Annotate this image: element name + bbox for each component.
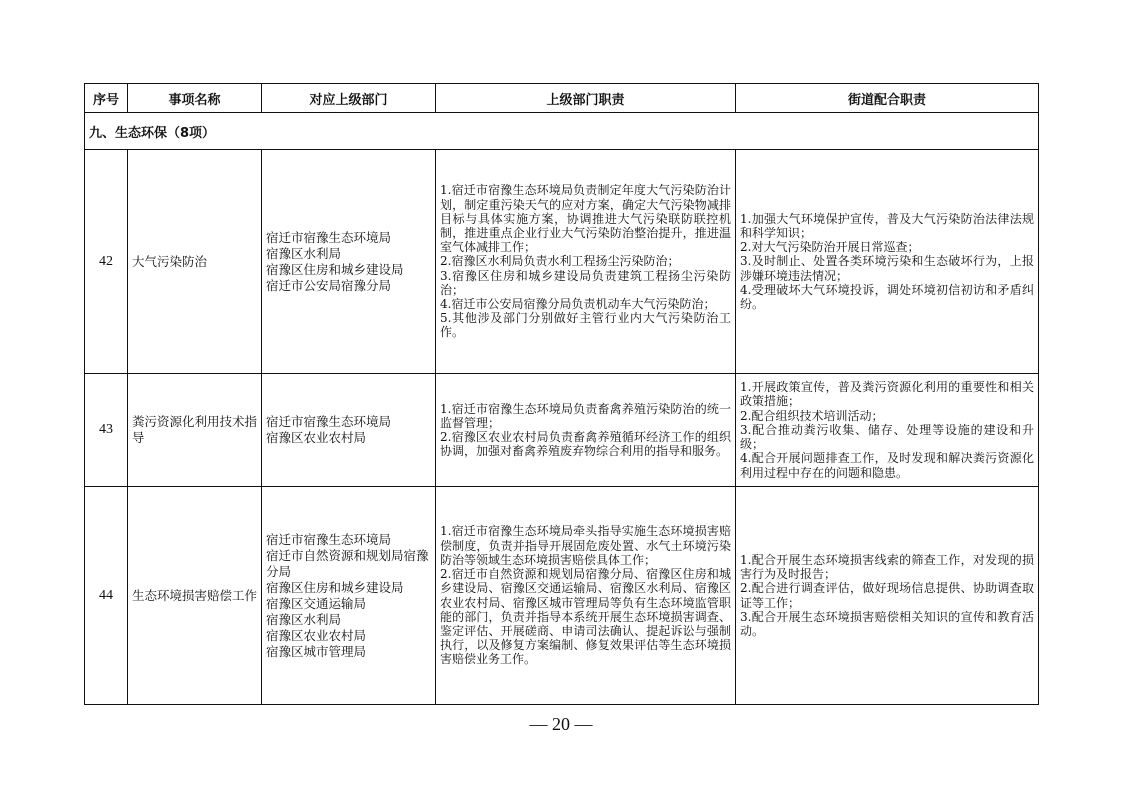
section-title: 九、生态环保（8项） xyxy=(85,113,1039,150)
responsibility-table xyxy=(84,83,1039,705)
dept-list: 宿迁市宿豫生态环境局 宿迁市自然资源和规划局宿豫分局 宿豫区住房和城乡建设局 宿豫区交通运输局 宿豫区水利局 宿豫区农业农村局 宿豫区城市管理局 xyxy=(262,487,436,705)
assist-list: 1.配合开展生态环境损害线索的筛查工作，对发现的损害行为及时报告； 2.配合进行调查评估，做好现场信息提供、协助调查取证等工作； 3.配合开展生态环境损害赔偿相关知识的宣传和教育活动。 xyxy=(736,487,1039,705)
header-duty: 上级部门职责 xyxy=(436,84,736,113)
table-row xyxy=(85,150,1039,374)
header-item-name: 事项名称 xyxy=(128,84,262,113)
assist-list: 1.开展政策宣传，普及粪污资源化利用的重要性和相关政策措施； 2.配合组织技术培训活动； 3.配合推动粪污收集、储存、处理等设施的建设和升级； 4.配合开展问题排查工作，及时发现和解决粪污资源化利用过程中存在的问题和隐患。 xyxy=(736,374,1039,487)
header-row xyxy=(85,84,1039,113)
header-no: 序号 xyxy=(85,84,128,113)
row-number: 42 xyxy=(85,150,128,374)
header-assist: 街道配合职责 xyxy=(736,84,1039,113)
dept-list: 宿迁市宿豫生态环境局 宿豫区水利局 宿豫区住房和城乡建设局 宿迁市公安局宿豫分局 xyxy=(262,150,436,374)
duty-list: 1.宿迁市宿豫生态环境局负责制定年度大气污染防治计划，制定重污染天气的应对方案，确定大气污染物减排目标与具体实施方案，协调推进大气污染联防联控机制，推进重点企业行业大气污染防治整治提升，推进温室气体减排工作； 2.宿豫区水利局负责水利工程扬尘污染防治； 3.宿豫区住房和城乡建设局负责建筑工程扬尘污染防治； 4.宿迁市公安局宿豫分局负责机动车大气污染防治； 5.其他涉及部门分别做好主管行业内大气污染防治工作。 xyxy=(436,150,736,374)
row-number: 43 xyxy=(85,374,128,487)
section-row xyxy=(85,113,1039,150)
table-row xyxy=(85,374,1039,487)
item-name: 大气污染防治 xyxy=(128,150,262,374)
duty-list: 1.宿迁市宿豫生态环境局牵头指导实施生态环境损害赔偿制度，负责并指导开展固危废处置、水气土环境污染防治等领域生态环境损害赔偿具体工作； 2.宿迁市自然资源和规划局宿豫分局、宿豫区住房和城乡建设局、宿豫区交通运输局、宿豫区水利局、宿豫区农业农村局、宿豫区城市管理局等负有生态环境监管职能的部门，负责并指导本系统开展生态环境损害调查、鉴定评估、开展磋商、申请司法确认、提起诉讼与强制执行，以及修复方案编制、修复效果评估等生态环境损害赔偿业务工作。 xyxy=(436,487,736,705)
table-row xyxy=(85,487,1039,705)
page-number: — 20 — xyxy=(529,714,593,734)
duty-list: 1.宿迁市宿豫生态环境局负责畜禽养殖污染防治的统一监督管理； 2.宿豫区农业农村局负责畜禽养殖循环经济工作的组织协调，加强对畜禽养殖废弃物综合利用的指导和服务。 xyxy=(436,374,736,487)
header-dept: 对应上级部门 xyxy=(262,84,436,113)
item-name: 粪污资源化利用技术指导 xyxy=(128,374,262,487)
assist-list: 1.加强大气环境保护宣传，普及大气污染防治法律法规和科学知识； 2.对大气污染防治开展日常巡查； 3.及时制止、处置各类环境污染和生态破坏行为，上报涉嫌环境违法情况； 4.受理破坏大气环境投诉，调处环境初信初访和矛盾纠纷。 xyxy=(736,150,1039,374)
item-name: 生态环境损害赔偿工作 xyxy=(128,487,262,705)
row-number: 44 xyxy=(85,487,128,705)
dept-list: 宿迁市宿豫生态环境局 宿豫区农业农村局 xyxy=(262,374,436,487)
